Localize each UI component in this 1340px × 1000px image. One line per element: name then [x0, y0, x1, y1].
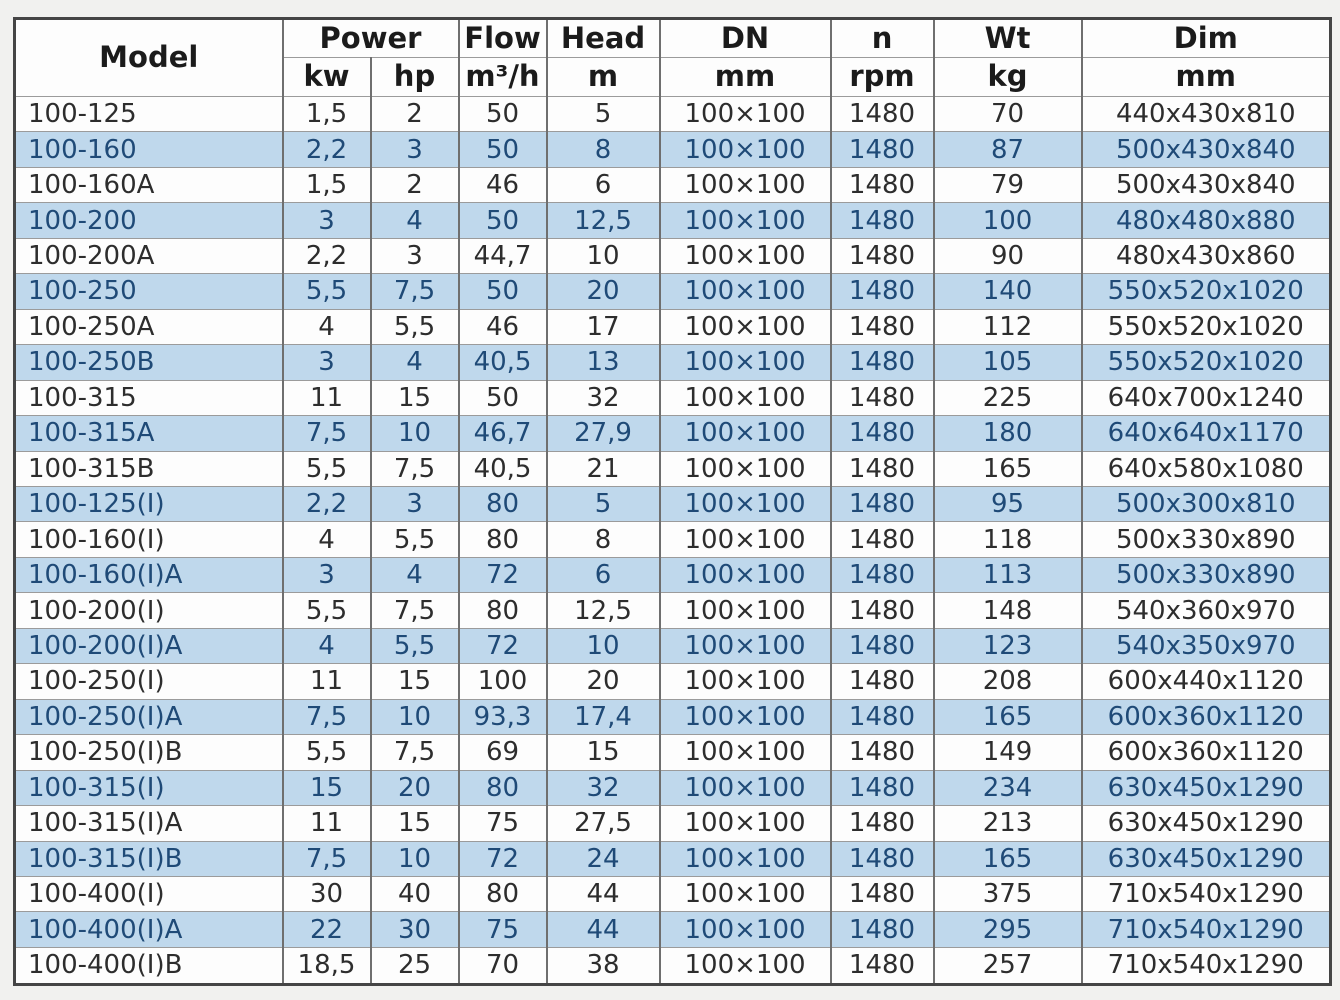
cell-dn: 100×100 [660, 699, 831, 734]
header-unit-flow: m³/h [459, 58, 547, 97]
cell-model: 100-400(I)A [15, 912, 283, 947]
cell-flow: 75 [459, 912, 547, 947]
cell-flow: 46 [459, 167, 547, 202]
cell-dim: 630x450x1290 [1082, 841, 1331, 876]
cell-flow: 46 [459, 309, 547, 344]
table-row [15, 167, 1331, 202]
table-row [15, 238, 1331, 273]
header-power: Power [283, 19, 459, 58]
cell-n: 1480 [831, 770, 934, 805]
cell-wt: 90 [934, 238, 1082, 273]
cell-flow: 80 [459, 876, 547, 911]
cell-dn: 100×100 [660, 593, 831, 628]
cell-flow: 50 [459, 274, 547, 309]
cell-flow: 80 [459, 486, 547, 521]
cell-dim: 600x360x1120 [1082, 699, 1331, 734]
cell-dim: 640x700x1240 [1082, 380, 1331, 415]
cell-model: 100-315(I)A [15, 806, 283, 841]
table-row [15, 628, 1331, 663]
cell-n: 1480 [831, 664, 934, 699]
cell-power-hp: 20 [371, 770, 459, 805]
cell-n: 1480 [831, 97, 934, 132]
cell-wt: 112 [934, 309, 1082, 344]
cell-power-hp: 3 [371, 486, 459, 521]
cell-n: 1480 [831, 876, 934, 911]
cell-head: 27,5 [547, 806, 660, 841]
table-row [15, 947, 1331, 984]
cell-power-hp: 5,5 [371, 628, 459, 663]
header-unit-kw: kw [283, 58, 371, 97]
cell-flow: 50 [459, 380, 547, 415]
cell-power-hp: 5,5 [371, 309, 459, 344]
cell-wt: 79 [934, 167, 1082, 202]
cell-model: 100-160(I)A [15, 557, 283, 592]
table-row [15, 699, 1331, 734]
cell-model: 100-200 [15, 203, 283, 238]
header-unit-n: rpm [831, 58, 934, 97]
cell-wt: 118 [934, 522, 1082, 557]
cell-dn: 100×100 [660, 416, 831, 451]
cell-n: 1480 [831, 557, 934, 592]
cell-power-kw: 5,5 [283, 593, 371, 628]
cell-power-hp: 3 [371, 132, 459, 167]
cell-dim: 500x330x890 [1082, 557, 1331, 592]
cell-flow: 80 [459, 593, 547, 628]
header-dn: DN [660, 19, 831, 58]
cell-dn: 100×100 [660, 274, 831, 309]
cell-wt: 149 [934, 735, 1082, 770]
table-row [15, 735, 1331, 770]
cell-dim: 710x540x1290 [1082, 876, 1331, 911]
cell-dim: 550x520x1020 [1082, 309, 1331, 344]
cell-power-kw: 3 [283, 345, 371, 380]
cell-dn: 100×100 [660, 912, 831, 947]
cell-n: 1480 [831, 912, 934, 947]
cell-dim: 500x430x840 [1082, 167, 1331, 202]
cell-n: 1480 [831, 947, 934, 984]
cell-power-kw: 30 [283, 876, 371, 911]
table-row [15, 309, 1331, 344]
cell-head: 44 [547, 912, 660, 947]
cell-head: 20 [547, 274, 660, 309]
table-row [15, 806, 1331, 841]
cell-flow: 72 [459, 841, 547, 876]
cell-power-hp: 5,5 [371, 522, 459, 557]
cell-flow: 72 [459, 628, 547, 663]
table-row [15, 876, 1331, 911]
cell-wt: 180 [934, 416, 1082, 451]
cell-power-kw: 22 [283, 912, 371, 947]
pump-spec-table [13, 17, 1332, 986]
cell-n: 1480 [831, 274, 934, 309]
cell-model: 100-250A [15, 309, 283, 344]
cell-model: 100-315(I) [15, 770, 283, 805]
cell-dim: 640x640x1170 [1082, 416, 1331, 451]
cell-power-kw: 2,2 [283, 486, 371, 521]
cell-power-hp: 2 [371, 97, 459, 132]
cell-dim: 540x350x970 [1082, 628, 1331, 663]
table-row [15, 593, 1331, 628]
cell-power-kw: 7,5 [283, 416, 371, 451]
cell-dn: 100×100 [660, 309, 831, 344]
cell-model: 100-125(I) [15, 486, 283, 521]
cell-model: 100-250(I)B [15, 735, 283, 770]
header-unit-head: m [547, 58, 660, 97]
cell-flow: 75 [459, 806, 547, 841]
cell-dn: 100×100 [660, 522, 831, 557]
table-row [15, 912, 1331, 947]
cell-head: 10 [547, 628, 660, 663]
cell-model: 100-250B [15, 345, 283, 380]
cell-n: 1480 [831, 203, 934, 238]
cell-dim: 600x440x1120 [1082, 664, 1331, 699]
cell-head: 8 [547, 522, 660, 557]
cell-model: 100-160 [15, 132, 283, 167]
cell-head: 38 [547, 947, 660, 984]
cell-power-hp: 7,5 [371, 274, 459, 309]
cell-flow: 72 [459, 557, 547, 592]
table-row [15, 380, 1331, 415]
cell-power-kw: 2,2 [283, 132, 371, 167]
cell-power-kw: 11 [283, 806, 371, 841]
table-row [15, 522, 1331, 557]
cell-n: 1480 [831, 309, 934, 344]
cell-wt: 208 [934, 664, 1082, 699]
cell-power-hp: 15 [371, 380, 459, 415]
table-row [15, 486, 1331, 521]
header-unit-wt: kg [934, 58, 1082, 97]
cell-flow: 93,3 [459, 699, 547, 734]
cell-dn: 100×100 [660, 486, 831, 521]
cell-wt: 225 [934, 380, 1082, 415]
cell-model: 100-125 [15, 97, 283, 132]
cell-power-kw: 7,5 [283, 841, 371, 876]
cell-power-hp: 15 [371, 664, 459, 699]
cell-dn: 100×100 [660, 345, 831, 380]
header-dim: Dim [1082, 19, 1331, 58]
cell-flow: 46,7 [459, 416, 547, 451]
cell-power-hp: 40 [371, 876, 459, 911]
table-row [15, 97, 1331, 132]
cell-wt: 140 [934, 274, 1082, 309]
cell-n: 1480 [831, 132, 934, 167]
cell-wt: 123 [934, 628, 1082, 663]
cell-head: 27,9 [547, 416, 660, 451]
cell-dn: 100×100 [660, 167, 831, 202]
cell-n: 1480 [831, 238, 934, 273]
cell-flow: 44,7 [459, 238, 547, 273]
cell-model: 100-250(I) [15, 664, 283, 699]
cell-power-kw: 3 [283, 203, 371, 238]
cell-model: 100-250 [15, 274, 283, 309]
cell-head: 20 [547, 664, 660, 699]
cell-head: 32 [547, 770, 660, 805]
cell-model: 100-160(I) [15, 522, 283, 557]
cell-dn: 100×100 [660, 97, 831, 132]
cell-n: 1480 [831, 486, 934, 521]
cell-model: 100-400(I)B [15, 947, 283, 984]
table-body [15, 97, 1331, 985]
cell-dim: 550x520x1020 [1082, 345, 1331, 380]
cell-dim: 640x580x1080 [1082, 451, 1331, 486]
cell-dim: 480x480x880 [1082, 203, 1331, 238]
cell-flow: 50 [459, 132, 547, 167]
table-row [15, 132, 1331, 167]
cell-head: 15 [547, 735, 660, 770]
cell-dim: 710x540x1290 [1082, 947, 1331, 984]
cell-wt: 105 [934, 345, 1082, 380]
cell-dn: 100×100 [660, 841, 831, 876]
cell-n: 1480 [831, 345, 934, 380]
cell-power-kw: 1,5 [283, 167, 371, 202]
cell-dn: 100×100 [660, 557, 831, 592]
cell-wt: 213 [934, 806, 1082, 841]
cell-head: 17 [547, 309, 660, 344]
cell-dn: 100×100 [660, 628, 831, 663]
cell-dim: 500x330x890 [1082, 522, 1331, 557]
cell-dn: 100×100 [660, 132, 831, 167]
cell-model: 100-400(I) [15, 876, 283, 911]
header-n: n [831, 19, 934, 58]
cell-n: 1480 [831, 735, 934, 770]
cell-power-kw: 5,5 [283, 274, 371, 309]
cell-power-hp: 10 [371, 699, 459, 734]
cell-wt: 165 [934, 699, 1082, 734]
cell-wt: 257 [934, 947, 1082, 984]
cell-model: 100-200(I)A [15, 628, 283, 663]
cell-dn: 100×100 [660, 735, 831, 770]
cell-flow: 80 [459, 522, 547, 557]
cell-dn: 100×100 [660, 770, 831, 805]
table-row [15, 770, 1331, 805]
cell-power-hp: 10 [371, 841, 459, 876]
table-row [15, 841, 1331, 876]
cell-wt: 165 [934, 841, 1082, 876]
cell-n: 1480 [831, 841, 934, 876]
cell-n: 1480 [831, 380, 934, 415]
table-row [15, 274, 1331, 309]
cell-power-hp: 7,5 [371, 593, 459, 628]
cell-dim: 600x360x1120 [1082, 735, 1331, 770]
table-row [15, 203, 1331, 238]
cell-head: 6 [547, 557, 660, 592]
cell-n: 1480 [831, 806, 934, 841]
cell-power-kw: 11 [283, 664, 371, 699]
cell-flow: 40,5 [459, 345, 547, 380]
cell-power-hp: 4 [371, 203, 459, 238]
cell-head: 17,4 [547, 699, 660, 734]
cell-power-kw: 5,5 [283, 735, 371, 770]
cell-flow: 70 [459, 947, 547, 984]
cell-model: 100-315 [15, 380, 283, 415]
cell-head: 10 [547, 238, 660, 273]
cell-n: 1480 [831, 628, 934, 663]
cell-dn: 100×100 [660, 380, 831, 415]
cell-power-hp: 25 [371, 947, 459, 984]
cell-model: 100-315(I)B [15, 841, 283, 876]
cell-wt: 113 [934, 557, 1082, 592]
cell-wt: 87 [934, 132, 1082, 167]
cell-power-kw: 7,5 [283, 699, 371, 734]
cell-dn: 100×100 [660, 806, 831, 841]
cell-n: 1480 [831, 522, 934, 557]
cell-power-kw: 1,5 [283, 97, 371, 132]
cell-dn: 100×100 [660, 876, 831, 911]
cell-dim: 540x360x970 [1082, 593, 1331, 628]
table-row [15, 451, 1331, 486]
table-row [15, 416, 1331, 451]
cell-model: 100-315B [15, 451, 283, 486]
cell-power-kw: 5,5 [283, 451, 371, 486]
cell-dim: 440x430x810 [1082, 97, 1331, 132]
cell-power-hp: 3 [371, 238, 459, 273]
table-header [15, 19, 1331, 97]
cell-head: 44 [547, 876, 660, 911]
cell-model: 100-200A [15, 238, 283, 273]
cell-power-hp: 10 [371, 416, 459, 451]
cell-wt: 70 [934, 97, 1082, 132]
cell-n: 1480 [831, 593, 934, 628]
cell-flow: 50 [459, 97, 547, 132]
cell-wt: 165 [934, 451, 1082, 486]
cell-power-hp: 7,5 [371, 735, 459, 770]
cell-wt: 295 [934, 912, 1082, 947]
cell-flow: 40,5 [459, 451, 547, 486]
cell-head: 21 [547, 451, 660, 486]
cell-dn: 100×100 [660, 203, 831, 238]
cell-power-kw: 4 [283, 309, 371, 344]
cell-power-kw: 18,5 [283, 947, 371, 984]
cell-power-kw: 3 [283, 557, 371, 592]
cell-n: 1480 [831, 451, 934, 486]
cell-dn: 100×100 [660, 451, 831, 486]
cell-power-hp: 30 [371, 912, 459, 947]
cell-head: 8 [547, 132, 660, 167]
cell-dn: 100×100 [660, 947, 831, 984]
header-model: Model [15, 19, 283, 97]
cell-head: 12,5 [547, 203, 660, 238]
table-row [15, 664, 1331, 699]
cell-wt: 100 [934, 203, 1082, 238]
cell-power-hp: 2 [371, 167, 459, 202]
cell-dim: 630x450x1290 [1082, 806, 1331, 841]
cell-head: 6 [547, 167, 660, 202]
cell-head: 5 [547, 97, 660, 132]
cell-wt: 148 [934, 593, 1082, 628]
cell-model: 100-250(I)A [15, 699, 283, 734]
cell-dn: 100×100 [660, 238, 831, 273]
cell-power-hp: 15 [371, 806, 459, 841]
cell-power-hp: 4 [371, 345, 459, 380]
cell-model: 100-315A [15, 416, 283, 451]
cell-head: 5 [547, 486, 660, 521]
cell-model: 100-200(I) [15, 593, 283, 628]
header-flow: Flow [459, 19, 547, 58]
cell-power-kw: 4 [283, 628, 371, 663]
cell-head: 24 [547, 841, 660, 876]
cell-dim: 710x540x1290 [1082, 912, 1331, 947]
cell-wt: 375 [934, 876, 1082, 911]
cell-wt: 234 [934, 770, 1082, 805]
table-row [15, 345, 1331, 380]
header-unit-hp: hp [371, 58, 459, 97]
cell-power-kw: 15 [283, 770, 371, 805]
cell-power-hp: 7,5 [371, 451, 459, 486]
cell-dim: 500x300x810 [1082, 486, 1331, 521]
cell-model: 100-160A [15, 167, 283, 202]
cell-flow: 80 [459, 770, 547, 805]
cell-power-kw: 2,2 [283, 238, 371, 273]
cell-dim: 630x450x1290 [1082, 770, 1331, 805]
cell-head: 13 [547, 345, 660, 380]
header-row-labels [15, 19, 1331, 58]
cell-flow: 69 [459, 735, 547, 770]
header-unit-dim: mm [1082, 58, 1331, 97]
cell-flow: 50 [459, 203, 547, 238]
cell-power-hp: 4 [371, 557, 459, 592]
cell-n: 1480 [831, 416, 934, 451]
cell-power-kw: 4 [283, 522, 371, 557]
cell-wt: 95 [934, 486, 1082, 521]
cell-n: 1480 [831, 699, 934, 734]
cell-head: 32 [547, 380, 660, 415]
header-unit-dn: mm [660, 58, 831, 97]
cell-dn: 100×100 [660, 664, 831, 699]
cell-dim: 550x520x1020 [1082, 274, 1331, 309]
table-row [15, 557, 1331, 592]
cell-dim: 500x430x840 [1082, 132, 1331, 167]
header-wt: Wt [934, 19, 1082, 58]
header-head: Head [547, 19, 660, 58]
cell-flow: 100 [459, 664, 547, 699]
cell-dim: 480x430x860 [1082, 238, 1331, 273]
cell-head: 12,5 [547, 593, 660, 628]
cell-power-kw: 11 [283, 380, 371, 415]
cell-n: 1480 [831, 167, 934, 202]
